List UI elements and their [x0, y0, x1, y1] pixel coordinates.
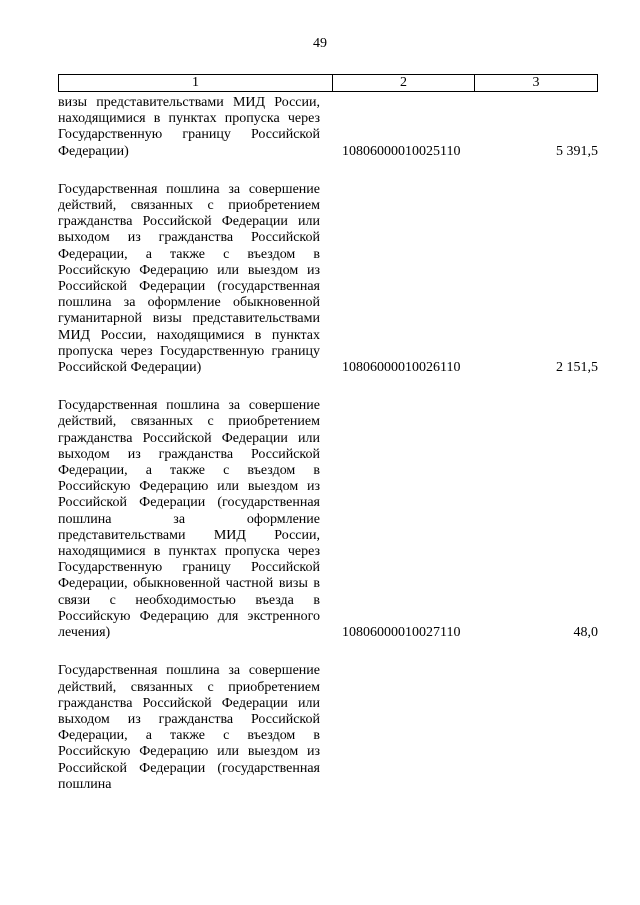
row-description: Государственная пошлина за совершение действий, связанных с приобретением гражданства Российской Федерации или выходом из гражданства Российской Федерации, а также с въездом в Российскую Федерацию или выездом из Российской Федерации (государственная пошлина за оформление обыкновенной гуманитарной визы представительствами МИД России, находящимися в пунктах пропуска через Государственную границу Российской Федерации): [58, 181, 320, 376]
table-row: [58, 182, 598, 376]
row-amount: 5 391,5: [556, 143, 598, 159]
row-description: Государственная пошлина за совершение действий, связанных с приобретением гражданства Российской Федерации или выходом из гражданства Российской Федерации, а также с въездом в Российскую Федерацию или выездом из Российской Федерации (государственная пошлина за оформление представительствами МИД России, находящимися в пунктах пропуска через Государственную границу Российской Федерации, обыкновенной частной визы в связи с необходимостью въезда в Российскую Федерацию для экстренного лечения): [58, 398, 320, 641]
table-row: [58, 663, 598, 793]
row-code: 10806000010025110: [342, 143, 461, 159]
column-header-1: 1: [59, 75, 333, 91]
row-amount: 48,0: [573, 625, 598, 641]
row-description: визы представительствами МИД России, находящимися в пунктах пропуска через Государственную границу Российской Федерации): [58, 95, 320, 159]
table-header-row: [58, 74, 598, 92]
row-description: Государственная пошлина за совершение действий, связанных с приобретением гражданства Российской Федерации или выходом из гражданства Российской Федерации, а также с въездом в Российскую Федерацию или выездом из Российской Федерации (государственная пошлина: [58, 663, 320, 792]
page-number: 49: [313, 36, 327, 51]
row-code: 10806000010026110: [342, 360, 461, 376]
column-header-2: 2: [333, 75, 475, 91]
row-amount: 2 151,5: [556, 360, 598, 376]
table-body: [58, 95, 598, 815]
column-header-3: 3: [532, 75, 540, 90]
table-row: [58, 95, 598, 160]
row-code: 10806000010027110: [342, 625, 461, 641]
table-row: [58, 398, 598, 641]
